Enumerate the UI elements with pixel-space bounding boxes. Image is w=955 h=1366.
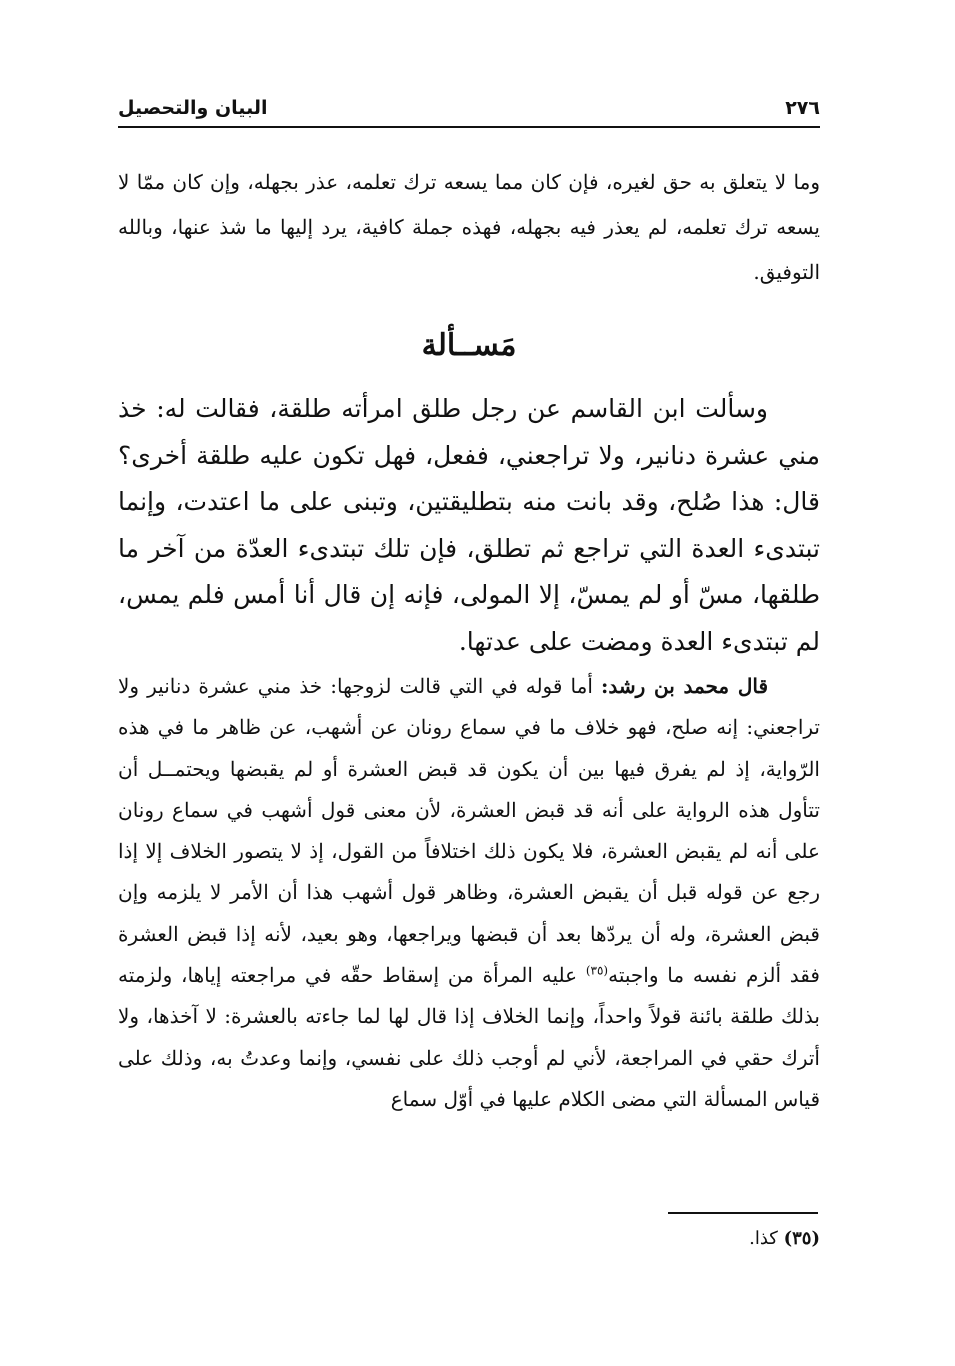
footnote-rule — [668, 1212, 818, 1214]
running-header — [118, 86, 820, 126]
book-title: البيان والتحصيل — [118, 97, 268, 119]
question-paragraph: وسألت ابن القاسم عن رجل طلق امرأته طلقة، فقالت له: خذ مني عشرة دنانير، ولا تراجعني، ففعل، فهل تكون عليه طلقة أخرى؟ قال: هذا صُلح، وقد بانت منه بتطليقتين، وتبنى على ما اعتدت، وإنما تبتدىء العدة التي تراجع ثم تطلق، فإن تلك تبتدىء العدّة من آخر ما طلقها، مسّ أو لم يمسّ، إلا المولى، فإنه إن قال أنا أمس فلم يمس، لم تبتدىء العدة ومضت على عدتها. — [118, 394, 820, 656]
section-heading: مَســألة — [421, 328, 517, 363]
page-number: ٢٧٦ — [785, 97, 820, 119]
intro-paragraph: وما لا يتعلق به حق لغيره، فإن كان مما يسعه ترك تعلمه، عذر بجهله، وإن كان ممّا لا يسعه ترك تعلمه، لم يعذر فيه بجهله، فهذه جملة كافية، يرد إليها ما شذ عنها، وبالله التوفيق. — [118, 170, 820, 284]
commentary-text-part2: عليه المرأة من إسقاط حقّه في مراجعته إياها، ولزمته بذلك طلقة بائنة قولاً واحداً، وإنما الخلاف إذا قال لها لما جاءته بالعشرة: لا آخذها، ولا أترك حقي في المراجعة، لأني لم أوجب ذلك على نفسي، وإنما وعدتُ به، وذلك على قياس المسألة التي مضى الكلام عليها في أوّل سماع — [118, 963, 820, 1111]
footnote — [118, 1222, 820, 1256]
commentary-speaker: قال محمد بن رشد: — [600, 674, 768, 698]
header-rule — [118, 126, 820, 128]
commentary-paragraph — [118, 666, 820, 1120]
footnote-reference[interactable]: (٣٥) — [585, 963, 609, 978]
footnote-text: كذا. — [749, 1228, 784, 1249]
commentary-text-part1: أما قوله في التي قالت لزوجها: خذ مني عشرة دنانير ولا تراجعني: إنه صلح، فهو خلاف ما في سماع رونان عن أشهب، عن ظاهر ما في هذه الرّواية، إذ لم يفرق فيها بين أن يكون قد قبض العشرة أو لم يقبضها ويحتمــل أن تتأول هذه الرواية على أنه قد قبض العشرة، لأن معنى قول أشهب في سماع رونان على أنه لم يقبض العشرة، فلا يكون ذلك اختلافاً من القول، إذ لا يتصور الخلاف إلا إذا رجع عن قوله قبل أن يقبض العشرة، وظاهر قول أشهب هذا أن الأمر لا يلزمه وإن قبض العشرة، وله أن يردّها بعد أن قبضها ويراجعها، وهو بعيد، لأنه إذا قبض العشرة فقد ألزم نفسه ما واجبته — [118, 674, 820, 988]
footnote-number: (٣٥) — [783, 1228, 820, 1249]
